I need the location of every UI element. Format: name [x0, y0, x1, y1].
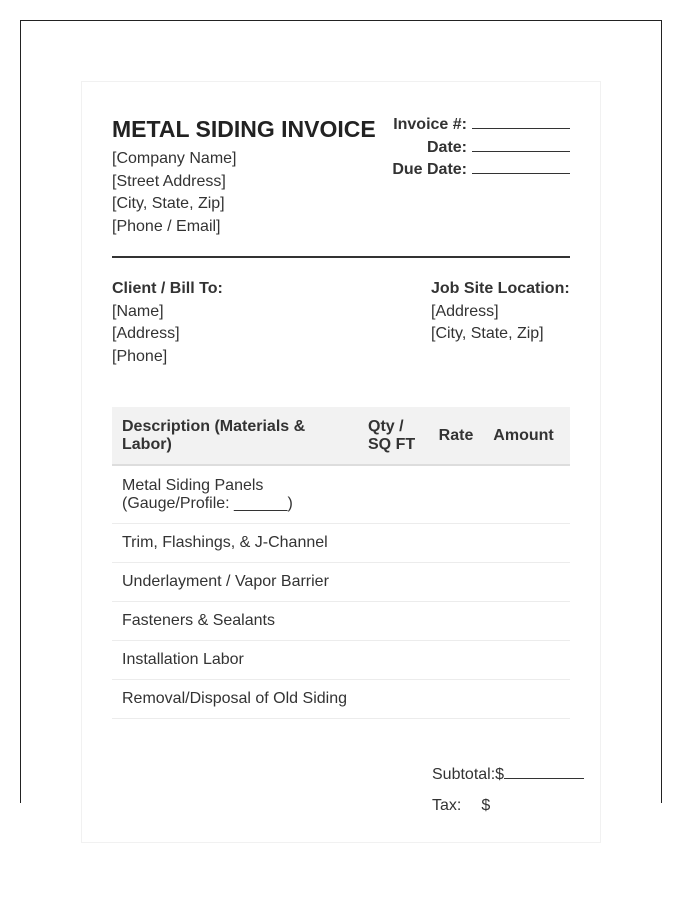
- row-qty: [358, 602, 425, 641]
- row-amount: [487, 680, 570, 719]
- table-header-row: [112, 407, 570, 465]
- totals-block: [432, 764, 584, 825]
- invoice-number-label: Invoice #:: [393, 116, 467, 133]
- header-amount: Amount: [487, 407, 570, 465]
- table-row: [112, 465, 570, 524]
- row-description: Fasteners & Sealants: [112, 602, 358, 641]
- jobsite-city: [City, State, Zip]: [431, 325, 544, 342]
- jobsite-address: [Address]: [431, 302, 499, 320]
- line-items-table: [112, 407, 570, 719]
- date-blank: [472, 137, 570, 152]
- company-name: [Company Name]: [112, 150, 237, 167]
- row-rate: [425, 641, 487, 680]
- subtotal-row: [432, 764, 584, 787]
- due-date-row: [392, 159, 570, 182]
- subtotal-blank: [504, 764, 584, 779]
- row-description: Installation Labor: [112, 641, 358, 680]
- jobsite-block: [431, 278, 570, 346]
- date-row: [392, 137, 570, 160]
- row-amount: [487, 563, 570, 602]
- company-street: [Street Address]: [112, 172, 226, 190]
- row-qty: [358, 465, 425, 524]
- invoice-meta: [392, 114, 570, 182]
- row-qty: [358, 680, 425, 719]
- header-description: Description (Materials & Labor): [112, 407, 358, 465]
- header-qty: Qty / SQ FT: [358, 407, 425, 465]
- client-name: [Name]: [112, 302, 164, 320]
- row-rate: [425, 680, 487, 719]
- client-phone: [Phone]: [112, 347, 168, 365]
- page-frame: [20, 20, 662, 814]
- invoice-number-blank: [472, 114, 570, 129]
- company-city: [City, State, Zip]: [112, 195, 225, 212]
- table-row: [112, 641, 570, 680]
- tax-row: [432, 795, 584, 818]
- row-amount: [487, 602, 570, 641]
- invoice-title: METAL SIDING INVOICE: [112, 116, 376, 142]
- row-amount: [487, 641, 570, 680]
- jobsite-heading: Job Site Location:: [431, 280, 570, 297]
- date-label: Date:: [426, 138, 467, 156]
- table-row: [112, 602, 570, 641]
- due-date-blank: [472, 159, 570, 174]
- row-qty: [358, 641, 425, 680]
- client-block: [112, 278, 223, 368]
- client-address: [Address]: [112, 325, 180, 342]
- row-description: Underlayment / Vapor Barrier: [112, 563, 358, 602]
- table-row: [112, 563, 570, 602]
- row-qty: [358, 524, 425, 563]
- row-description: Metal Siding Panels (Gauge/Profile: ______): [112, 465, 358, 524]
- table-row: [112, 680, 570, 719]
- tax-currency: $: [481, 796, 491, 814]
- row-rate: [425, 602, 487, 641]
- subtotal-label: Subtotal:$: [432, 766, 505, 783]
- company-block: [112, 148, 237, 238]
- client-heading: Client / Bill To:: [112, 280, 223, 297]
- row-rate: [425, 524, 487, 563]
- row-description: Trim, Flashings, & J-Channel: [112, 524, 358, 563]
- tax-label: Tax:: [432, 796, 462, 814]
- table-row: [112, 524, 570, 563]
- header-rate: Rate: [425, 407, 487, 465]
- invoice-sheet: [81, 81, 601, 843]
- row-rate: [425, 465, 487, 524]
- row-amount: [487, 524, 570, 563]
- company-contact: [Phone / Email]: [112, 217, 221, 235]
- row-amount: [487, 465, 570, 524]
- row-qty: [358, 563, 425, 602]
- header-divider: [112, 256, 570, 258]
- row-description: Removal/Disposal of Old Siding: [112, 680, 358, 719]
- invoice-number-row: [392, 114, 570, 137]
- row-rate: [425, 563, 487, 602]
- due-date-label: Due Date:: [392, 161, 467, 178]
